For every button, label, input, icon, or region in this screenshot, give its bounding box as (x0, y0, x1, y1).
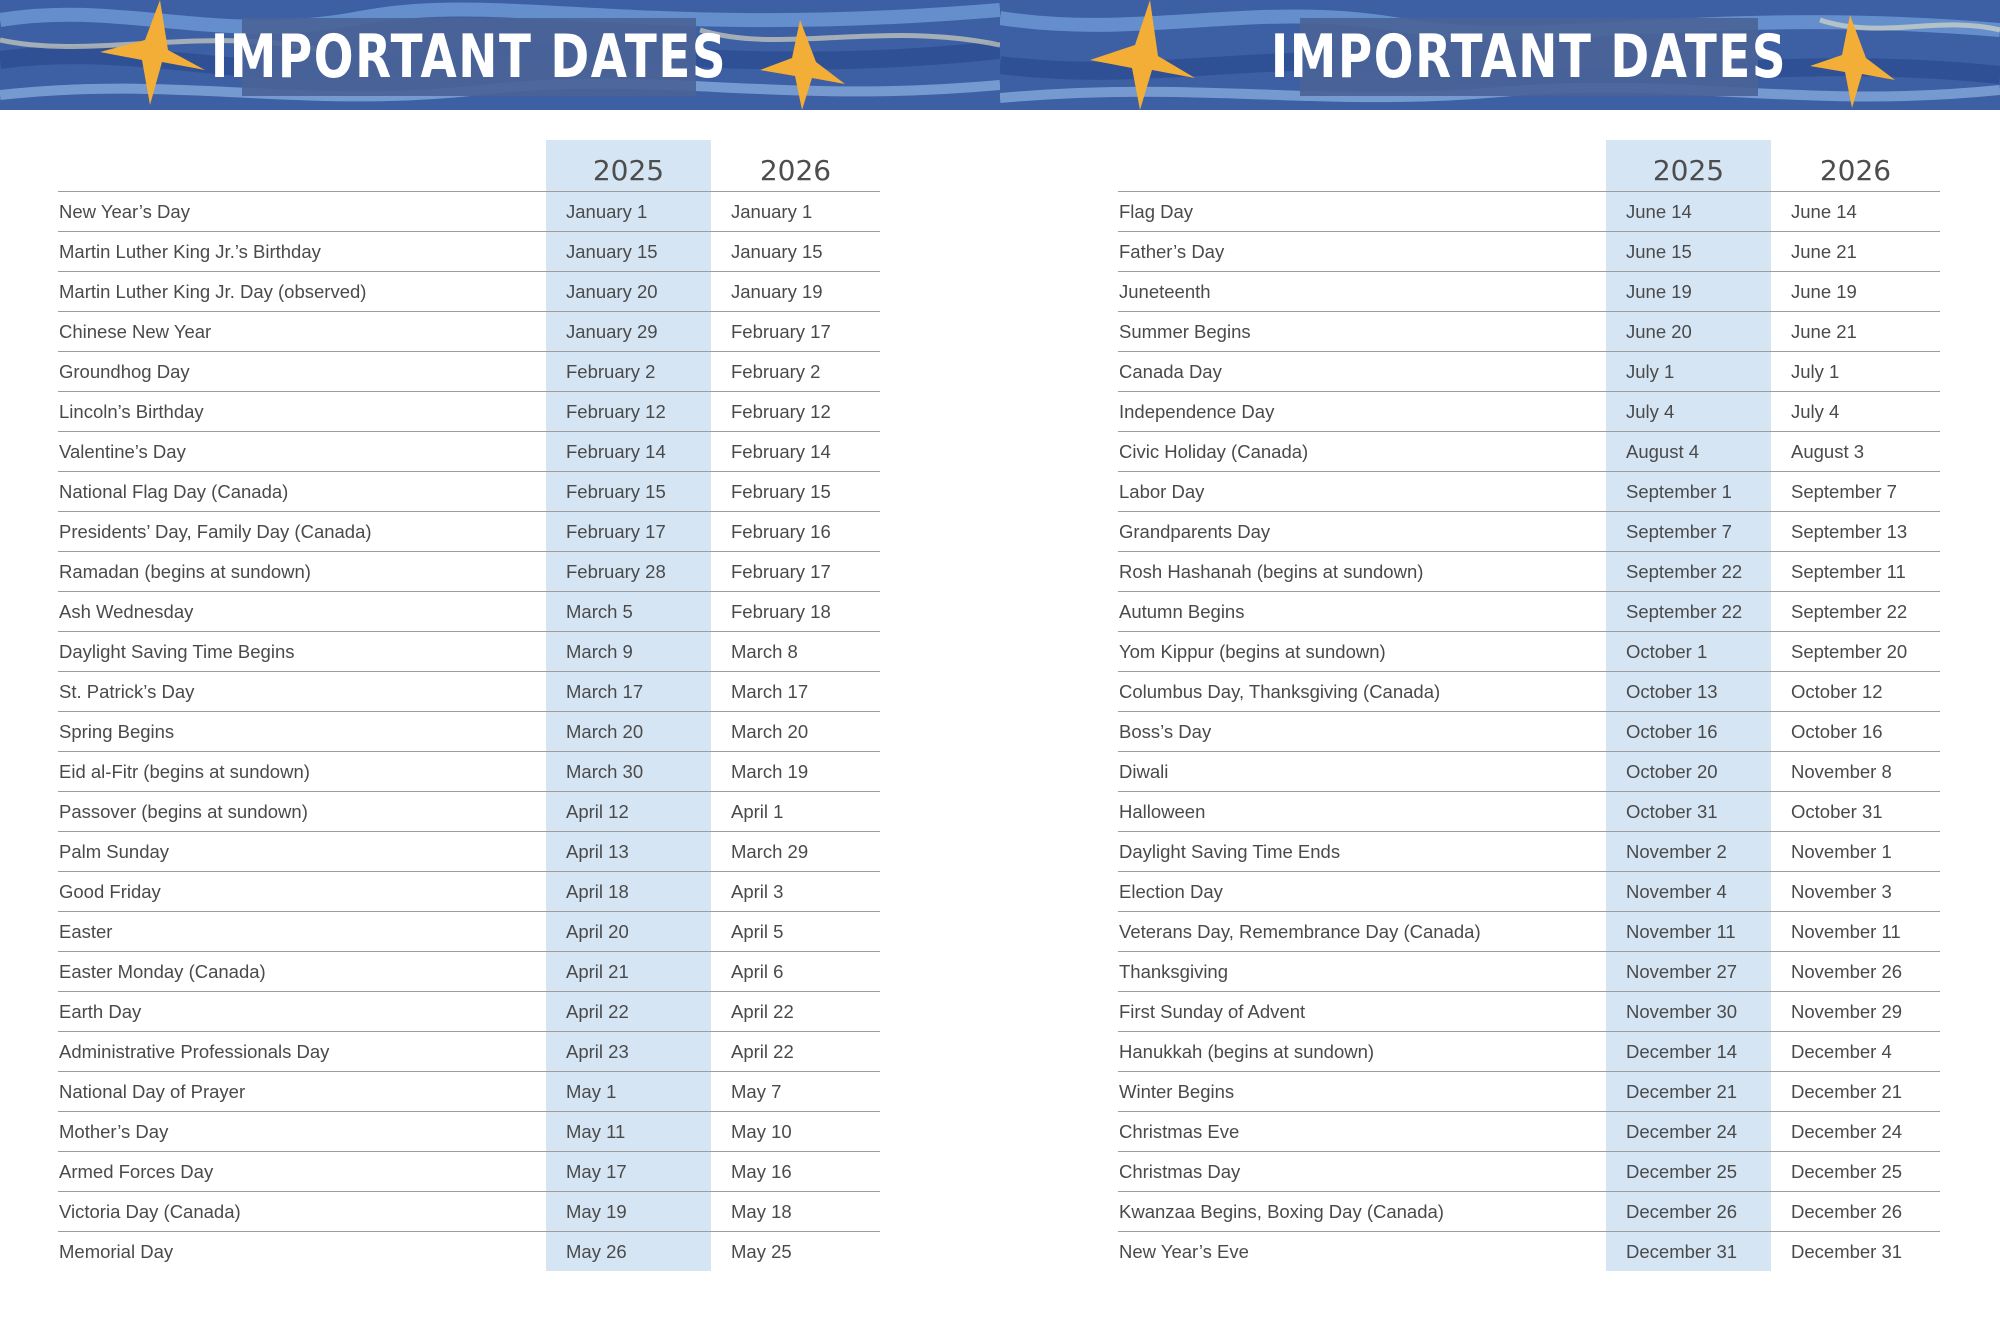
table-row (1118, 912, 1940, 952)
holiday-name: Autumn Begins (1118, 592, 1606, 632)
holiday-name: Memorial Day (58, 1232, 546, 1272)
date-year2: March 20 (711, 712, 880, 752)
holiday-name: Boss’s Day (1118, 712, 1606, 752)
holiday-name: Daylight Saving Time Begins (58, 632, 546, 672)
date-year1: May 26 (546, 1232, 711, 1272)
title-box (1270, 18, 1788, 96)
holiday-name: Victoria Day (Canada) (58, 1192, 546, 1232)
holiday-name: Easter Monday (Canada) (58, 952, 546, 992)
date-year1: October 1 (1606, 632, 1771, 672)
table-row (58, 592, 880, 632)
date-year2: March 19 (711, 752, 880, 792)
table-row (58, 952, 880, 992)
holiday-name: Kwanzaa Begins, Boxing Day (Canada) (1118, 1192, 1606, 1232)
date-year2: December 25 (1771, 1152, 1940, 1192)
date-year1: November 11 (1606, 912, 1771, 952)
date-year1: June 20 (1606, 312, 1771, 352)
holiday-name: Civic Holiday (Canada) (1118, 432, 1606, 472)
date-year1: May 17 (546, 1152, 711, 1192)
date-year2: September 22 (1771, 592, 1940, 632)
date-year2: May 7 (711, 1072, 880, 1112)
date-year1: January 1 (546, 192, 711, 232)
holiday-name: Veterans Day, Remembrance Day (Canada) (1118, 912, 1606, 952)
holiday-name: Labor Day (1118, 472, 1606, 512)
header-row (58, 140, 880, 192)
date-year1: January 20 (546, 272, 711, 312)
table-row (1118, 392, 1940, 432)
holiday-name: Independence Day (1118, 392, 1606, 432)
holiday-name: Yom Kippur (begins at sundown) (1118, 632, 1606, 672)
right-page (1000, 0, 2000, 1330)
date-year1: May 19 (546, 1192, 711, 1232)
date-year2: June 21 (1771, 312, 1940, 352)
date-year2: February 12 (711, 392, 880, 432)
table-row (1118, 1232, 1940, 1272)
date-year2: December 26 (1771, 1192, 1940, 1232)
date-year2: May 25 (711, 1232, 880, 1272)
table-row (58, 672, 880, 712)
table-row (1118, 832, 1940, 872)
holiday-name: Hanukkah (begins at sundown) (1118, 1032, 1606, 1072)
dates-table (58, 140, 880, 1271)
page-title: IMPORTANT DATES (210, 22, 728, 92)
title-box (210, 18, 728, 96)
holiday-name: Christmas Eve (1118, 1112, 1606, 1152)
table-row (1118, 272, 1940, 312)
holiday-name: New Year’s Eve (1118, 1232, 1606, 1272)
date-year2: January 1 (711, 192, 880, 232)
date-year1: April 13 (546, 832, 711, 872)
date-year1: September 22 (1606, 552, 1771, 592)
holiday-name: National Day of Prayer (58, 1072, 546, 1112)
date-year2: May 18 (711, 1192, 880, 1232)
holiday-name: Summer Begins (1118, 312, 1606, 352)
date-year1: February 17 (546, 512, 711, 552)
date-year1: January 29 (546, 312, 711, 352)
table-row (58, 1112, 880, 1152)
table-row (1118, 712, 1940, 752)
holiday-name: Halloween (1118, 792, 1606, 832)
table-row (58, 1032, 880, 1072)
table-row (58, 712, 880, 752)
date-year2: October 12 (1771, 672, 1940, 712)
date-year2: December 4 (1771, 1032, 1940, 1072)
holiday-name: Armed Forces Day (58, 1152, 546, 1192)
holiday-name: Rosh Hashanah (begins at sundown) (1118, 552, 1606, 592)
date-year1: January 15 (546, 232, 711, 272)
date-year2: February 14 (711, 432, 880, 472)
holiday-name: Grandparents Day (1118, 512, 1606, 552)
date-year1: June 19 (1606, 272, 1771, 312)
date-year2: October 16 (1771, 712, 1940, 752)
table-row (1118, 632, 1940, 672)
date-year2: September 13 (1771, 512, 1940, 552)
date-year1: October 31 (1606, 792, 1771, 832)
date-year2: April 3 (711, 872, 880, 912)
date-year2: November 26 (1771, 952, 1940, 992)
date-year2: October 31 (1771, 792, 1940, 832)
date-year2: December 31 (1771, 1232, 1940, 1272)
date-year2: April 6 (711, 952, 880, 992)
table-body (58, 192, 880, 1272)
table-row (1118, 1152, 1940, 1192)
date-year1: August 4 (1606, 432, 1771, 472)
date-year2: November 11 (1771, 912, 1940, 952)
date-year2: September 11 (1771, 552, 1940, 592)
holiday-name: National Flag Day (Canada) (58, 472, 546, 512)
table-row (1118, 1192, 1940, 1232)
table-row (1118, 312, 1940, 352)
date-year1: October 20 (1606, 752, 1771, 792)
holiday-name: Thanksgiving (1118, 952, 1606, 992)
holiday-name: Diwali (1118, 752, 1606, 792)
date-year2: February 2 (711, 352, 880, 392)
date-year1: March 5 (546, 592, 711, 632)
table-row (1118, 432, 1940, 472)
table-row (1118, 552, 1940, 592)
date-year2: March 29 (711, 832, 880, 872)
date-year2: May 16 (711, 1152, 880, 1192)
table-row (58, 632, 880, 672)
table-row (58, 872, 880, 912)
header-year2: 2026 (1819, 154, 1892, 187)
holiday-name: Presidents’ Day, Family Day (Canada) (58, 512, 546, 552)
date-year1: February 2 (546, 352, 711, 392)
table-row (58, 912, 880, 952)
date-year1: April 21 (546, 952, 711, 992)
holiday-name: Spring Begins (58, 712, 546, 752)
holiday-name: Eid al-Fitr (begins at sundown) (58, 752, 546, 792)
table-row (58, 1192, 880, 1232)
date-year1: February 12 (546, 392, 711, 432)
table-row (1118, 992, 1940, 1032)
table-row (1118, 872, 1940, 912)
date-year1: November 2 (1606, 832, 1771, 872)
table-row (1118, 352, 1940, 392)
table-row (58, 512, 880, 552)
date-year2: April 5 (711, 912, 880, 952)
table-row (58, 432, 880, 472)
date-year1: November 30 (1606, 992, 1771, 1032)
date-year1: December 21 (1606, 1072, 1771, 1112)
holiday-name: Daylight Saving Time Ends (1118, 832, 1606, 872)
table-row (1118, 592, 1940, 632)
table-row (1118, 672, 1940, 712)
date-year2: March 8 (711, 632, 880, 672)
date-year2: February 17 (711, 552, 880, 592)
date-year2: June 19 (1771, 272, 1940, 312)
date-year2: June 21 (1771, 232, 1940, 272)
holiday-name: Palm Sunday (58, 832, 546, 872)
banner (1000, 0, 2000, 110)
date-year2: February 16 (711, 512, 880, 552)
date-year1: March 30 (546, 752, 711, 792)
header-year2: 2026 (759, 154, 832, 187)
holiday-name: Groundhog Day (58, 352, 546, 392)
date-year2: February 18 (711, 592, 880, 632)
table-row (58, 272, 880, 312)
date-year1: May 1 (546, 1072, 711, 1112)
date-year1: May 11 (546, 1112, 711, 1152)
table-row (58, 472, 880, 512)
table-row (1118, 472, 1940, 512)
date-year2: December 24 (1771, 1112, 1940, 1152)
holiday-name: Canada Day (1118, 352, 1606, 392)
date-year2: November 8 (1771, 752, 1940, 792)
date-year1: July 4 (1606, 392, 1771, 432)
date-year1: November 27 (1606, 952, 1771, 992)
date-year1: April 23 (546, 1032, 711, 1072)
table-row (58, 352, 880, 392)
holiday-name: Election Day (1118, 872, 1606, 912)
holiday-name: Martin Luther King Jr.’s Birthday (58, 232, 546, 272)
header-year1: 2025 (1652, 154, 1725, 187)
date-year1: September 7 (1606, 512, 1771, 552)
table-row (1118, 1072, 1940, 1112)
date-year2: June 14 (1771, 192, 1940, 232)
table-body (1118, 192, 1940, 1272)
table-row (58, 1232, 880, 1272)
dates-table-container (1118, 140, 1940, 1271)
table-row (58, 1072, 880, 1112)
date-year1: December 31 (1606, 1232, 1771, 1272)
date-year2: July 4 (1771, 392, 1940, 432)
table-row (58, 192, 880, 232)
date-year2: May 10 (711, 1112, 880, 1152)
date-year1: December 14 (1606, 1032, 1771, 1072)
date-year2: December 21 (1771, 1072, 1940, 1112)
header-row (1118, 140, 1940, 192)
holiday-name: New Year’s Day (58, 192, 546, 232)
date-year1: March 17 (546, 672, 711, 712)
date-year2: April 1 (711, 792, 880, 832)
table-row (58, 232, 880, 272)
date-year1: February 28 (546, 552, 711, 592)
date-year1: February 14 (546, 432, 711, 472)
date-year1: March 20 (546, 712, 711, 752)
date-year1: September 1 (1606, 472, 1771, 512)
holiday-name: Earth Day (58, 992, 546, 1032)
date-year1: March 9 (546, 632, 711, 672)
date-year1: October 13 (1606, 672, 1771, 712)
holiday-name: Winter Begins (1118, 1072, 1606, 1112)
table-row (58, 312, 880, 352)
table-row (58, 832, 880, 872)
holiday-name: Chinese New Year (58, 312, 546, 352)
holiday-name: Ash Wednesday (58, 592, 546, 632)
date-year1: December 24 (1606, 1112, 1771, 1152)
date-year1: December 26 (1606, 1192, 1771, 1232)
header-blank (1118, 140, 1606, 192)
page-title: IMPORTANT DATES (1270, 22, 1788, 92)
date-year2: February 17 (711, 312, 880, 352)
holiday-name: Christmas Day (1118, 1152, 1606, 1192)
header-year1: 2025 (592, 154, 665, 187)
holiday-name: Passover (begins at sundown) (58, 792, 546, 832)
date-year1: July 1 (1606, 352, 1771, 392)
date-year2: August 3 (1771, 432, 1940, 472)
date-year2: November 29 (1771, 992, 1940, 1032)
holiday-name: Valentine’s Day (58, 432, 546, 472)
date-year2: March 17 (711, 672, 880, 712)
holiday-name: Ramadan (begins at sundown) (58, 552, 546, 592)
date-year2: February 15 (711, 472, 880, 512)
table-row (58, 392, 880, 432)
date-year1: October 16 (1606, 712, 1771, 752)
date-year2: April 22 (711, 1032, 880, 1072)
table-row (58, 1152, 880, 1192)
holiday-name: Lincoln’s Birthday (58, 392, 546, 432)
date-year1: November 4 (1606, 872, 1771, 912)
dates-table (1118, 140, 1940, 1271)
dates-table-container (58, 140, 880, 1271)
table-row (58, 992, 880, 1032)
holiday-name: Father’s Day (1118, 232, 1606, 272)
date-year1: June 15 (1606, 232, 1771, 272)
date-year2: January 15 (711, 232, 880, 272)
date-year1: June 14 (1606, 192, 1771, 232)
table-row (1118, 792, 1940, 832)
table-row (1118, 752, 1940, 792)
date-year2: September 7 (1771, 472, 1940, 512)
date-year2: January 19 (711, 272, 880, 312)
date-year1: April 22 (546, 992, 711, 1032)
holiday-name: Easter (58, 912, 546, 952)
table-row (58, 752, 880, 792)
holiday-name: Martin Luther King Jr. Day (observed) (58, 272, 546, 312)
table-row (1118, 232, 1940, 272)
date-year1: April 20 (546, 912, 711, 952)
table-row (1118, 192, 1940, 232)
holiday-name: Juneteenth (1118, 272, 1606, 312)
table-row (58, 792, 880, 832)
date-year1: December 25 (1606, 1152, 1771, 1192)
holiday-name: Good Friday (58, 872, 546, 912)
date-year1: April 18 (546, 872, 711, 912)
holiday-name: First Sunday of Advent (1118, 992, 1606, 1032)
date-year2: November 1 (1771, 832, 1940, 872)
banner (0, 0, 1000, 110)
date-year1: September 22 (1606, 592, 1771, 632)
date-year1: February 15 (546, 472, 711, 512)
header-blank (58, 140, 546, 192)
date-year2: September 20 (1771, 632, 1940, 672)
date-year1: April 12 (546, 792, 711, 832)
table-row (1118, 1032, 1940, 1072)
table-row (58, 552, 880, 592)
date-year2: July 1 (1771, 352, 1940, 392)
date-year2: April 22 (711, 992, 880, 1032)
holiday-name: Flag Day (1118, 192, 1606, 232)
table-row (1118, 952, 1940, 992)
holiday-name: Columbus Day, Thanksgiving (Canada) (1118, 672, 1606, 712)
holiday-name: Mother’s Day (58, 1112, 546, 1152)
table-row (1118, 1112, 1940, 1152)
table-row (1118, 512, 1940, 552)
holiday-name: St. Patrick’s Day (58, 672, 546, 712)
date-year2: November 3 (1771, 872, 1940, 912)
holiday-name: Administrative Professionals Day (58, 1032, 546, 1072)
